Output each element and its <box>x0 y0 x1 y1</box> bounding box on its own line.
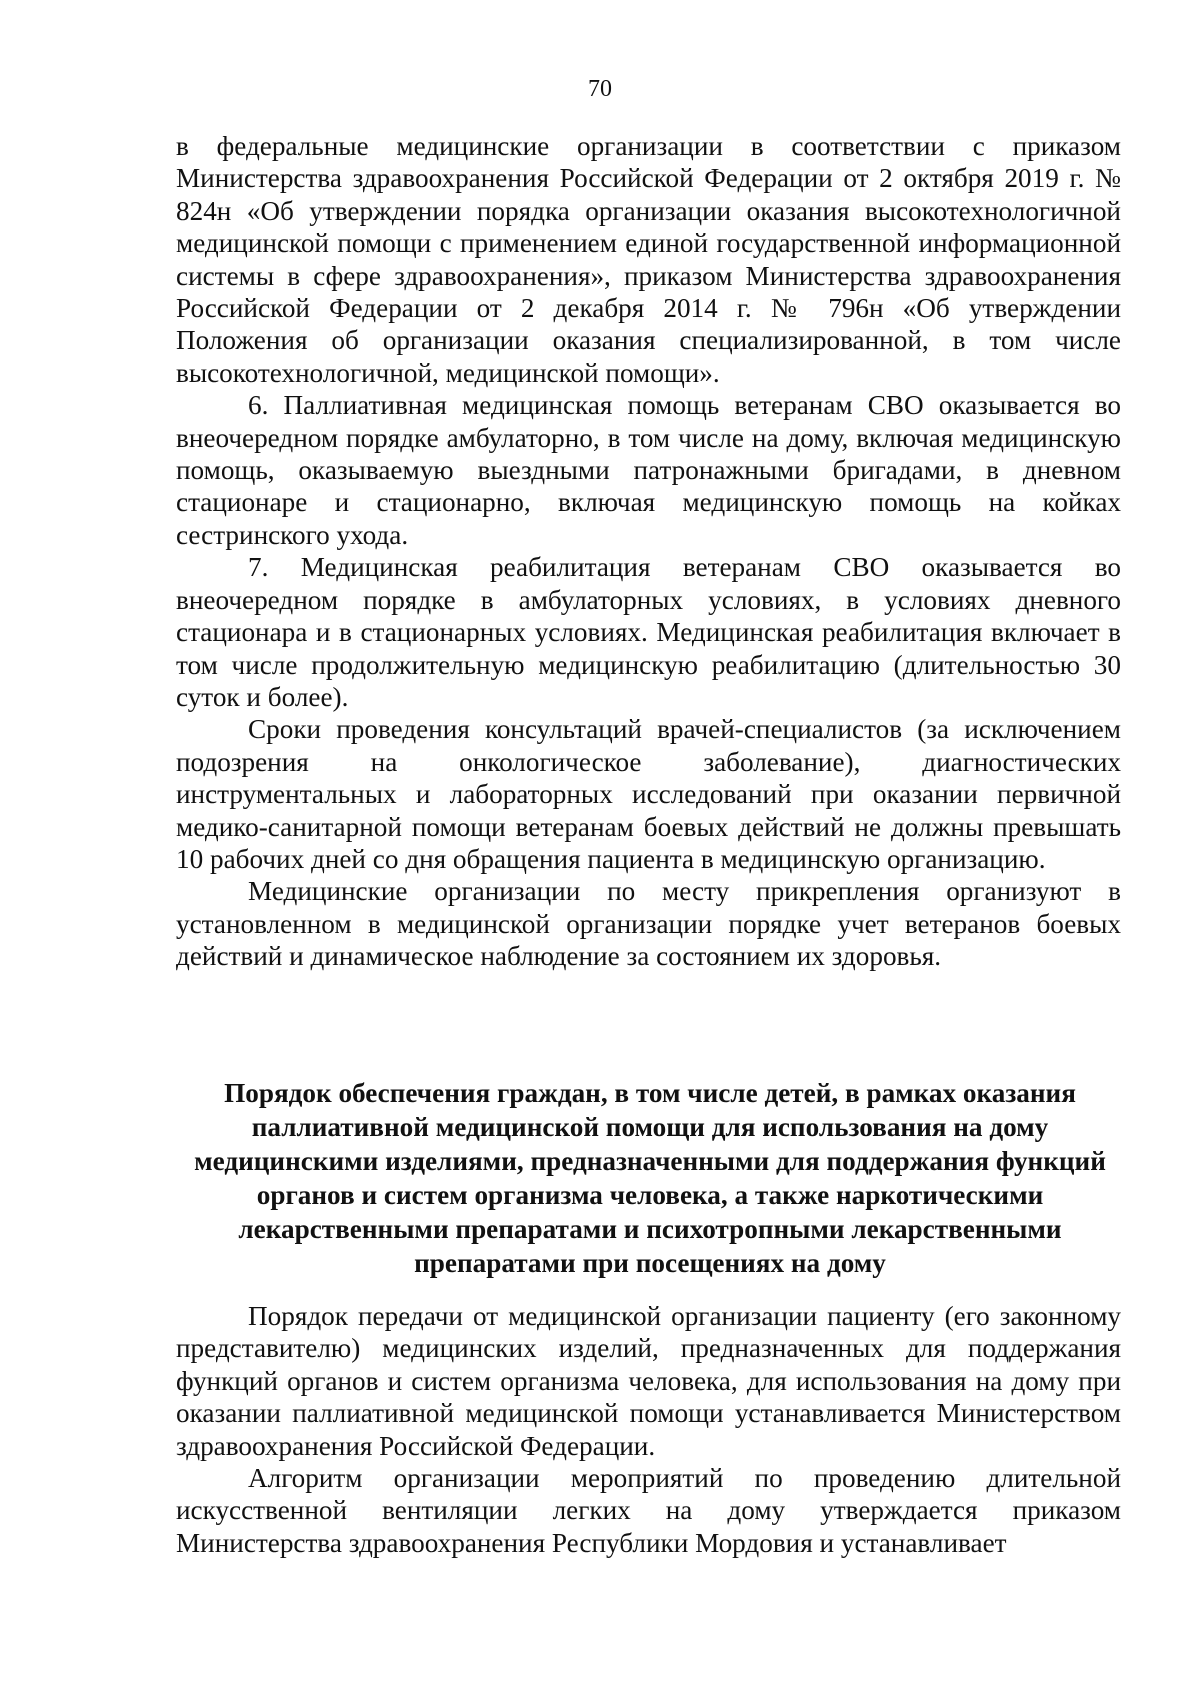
page-number: 70 <box>588 76 612 102</box>
body-text-top <box>176 130 1121 973</box>
paragraph-continuation: в федеральные медицинские организации в соответствии с приказом Министерства здравоохранения Российской Федерации от 2 октября 2019 г. № 824н «Об утверждении порядка организации оказания высокотехнологичной медицинской помощи с применением единой государственной информационной системы в сфере здравоохранения», приказом Министерства здравоохранения Российской Федерации от 2 декабря 2014 г. № 796н «Об утверждении Положения об организации оказания специализированной, в том числе высокотехнологичной, медицинской помощи». <box>176 131 1121 388</box>
paragraph-deadlines: Сроки проведения консультаций врачей-специалистов (за исключением подозрения на онкологическое заболевание), диагностических инструментальных и лабораторных исследований при оказании первичной медико-санитарной помощи ветеранам боевых действий не должны превышать 10 рабочих дней со дня обращения пациента в медицинскую организацию. <box>176 714 1121 874</box>
paragraph-item-6: 6. Паллиативная медицинская помощь ветеранам СВО оказывается во внеочередном порядке амбулаторно, в том числе на дому, включая медицинскую помощь, оказываемую выездными патронажными бригадами, в дневном стационаре и стационарно, включая медицинскую помощь на койках сестринского ухода. <box>176 390 1121 550</box>
paragraph-item-7: 7. Медицинская реабилитация ветеранам СВО оказывается во внеочередном порядке в амбулаторных условиях, в условиях дневного стационара и в стационарных условиях. Медицинская реабилитация включает в том числе продолжительную медицинскую реабилитацию (длительностью 30 суток и более). <box>176 552 1121 712</box>
body-text-bottom <box>176 1300 1121 1559</box>
paragraph-ventilation-algorithm: Алгоритм организации мероприятий по проведению длительной искусственной вентиляции легких на дому утверждается приказом Министерства здравоохранения Республики Мордовия и устанавливает <box>176 1463 1121 1558</box>
paragraph-registration: Медицинские организации по месту прикрепления организуют в установленном в медицинской организации порядке учет ветеранов боевых действий и динамическое наблюдение за состоянием их здоровья. <box>176 876 1121 972</box>
paragraph-transfer-procedure: Порядок передачи от медицинской организации пациенту (его законному представителю) медицинских изделий, предназначенных для поддержания функций органов и систем организма человека, для использования на дому при оказании паллиативной медицинской помощи устанавливается Министерством здравоохранения Российской Федерации. <box>176 1301 1121 1461</box>
section-heading: Порядок обеспечения граждан, в том числе детей, в рамках оказания паллиативной медицинской помощи для использования на дому медицинскими изделиями, предназначенными для поддержания функций органов и систем организма человека, а также наркотическими лекарственными препаратами и психотропными лекарственными препаратами при посещениях на дому <box>194 1078 1106 1278</box>
